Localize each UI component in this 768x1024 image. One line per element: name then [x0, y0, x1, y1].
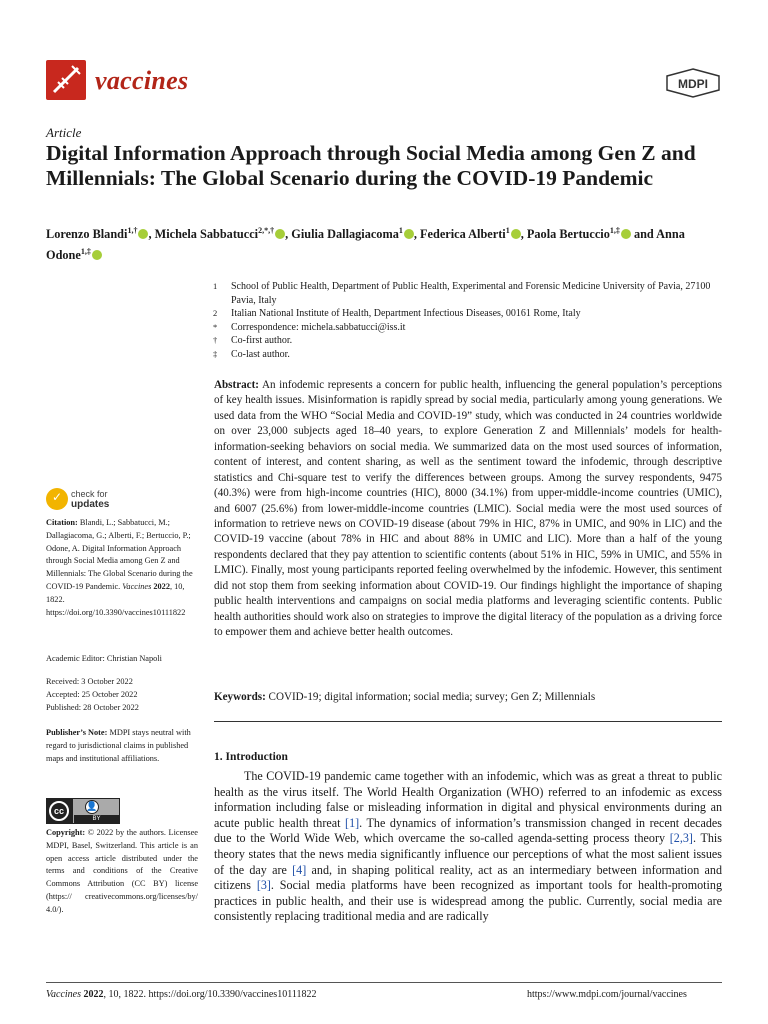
author-name[interactable]: Anna Odone — [46, 227, 685, 263]
affiliation-text: Co-first author. — [231, 335, 293, 346]
checkmark-icon: ✓ — [52, 490, 63, 504]
citation-block — [46, 517, 198, 619]
citation-link[interactable]: [1] — [345, 815, 360, 830]
author-name[interactable]: Paola Bertuccio — [526, 227, 610, 242]
author-affiliation-mark: 1 — [505, 226, 510, 235]
author-list: Lorenzo Blandi$^{1,\dagger}$ , Michela Sabbatucci$^{2,*,\dagger}$ , Giulia Dallagiacoma$^1$ , Federica Alberti$^1$ , Paola Bertuccio$^{1,\ddagger}$ and Anna Odone$^{1,\ddagger}$ — [46, 226, 685, 263]
affiliation-text: Correspondence: michela.sabbatucci@iss.it — [231, 321, 406, 333]
publisher-name: MDPI — [678, 77, 708, 91]
citation-text: Blandi, L.; Sabbatucci, M.; Dallagiacoma, G.; Alberti, F.; Bertuccio, P.; Odone, A. Digital Information Approach through Social Media among Gen Z and Millennials: The Global Scenario during the COVID-19 Pandemic. — [46, 518, 193, 591]
copyright-label: Copyright: — [46, 828, 86, 837]
academic-editor: Academic Editor: Christian Napoli — [46, 654, 162, 663]
citation-link[interactable]: [2,3] — [669, 831, 693, 846]
received-date: Received: 3 October 2022 — [46, 677, 133, 686]
section-divider — [214, 721, 722, 722]
intro-text: The COVID-19 pandemic came together with an infodemic, which was as great a threat to public health as the virus itself. The World Health Organization (WHO) referred to an infodemic as excess information including false or misleading information in digital and physical environments during an acute public health threat — [214, 769, 722, 830]
author-affiliation-mark: 1,‡ — [609, 226, 620, 235]
abstract-label: Abstract: — [214, 379, 259, 391]
attribution-person-icon: 👤 — [86, 802, 98, 812]
affiliation-mark: 1 — [213, 281, 218, 291]
copyright-notice — [46, 827, 198, 917]
intro-text: . This theory states that the news media significantly influence our perceptions of what the most salient issues of the day are — [214, 831, 722, 877]
journal-url-link[interactable]: https://www.mdpi.com/journal/vaccines — [527, 989, 687, 1000]
cc-by-label: BY — [74, 815, 119, 823]
publisher-note — [46, 727, 198, 765]
citation-label: Citation: — [46, 518, 78, 527]
author-affiliation-mark: 1 — [398, 226, 403, 235]
orcid-icon[interactable] — [275, 229, 285, 239]
keywords-label: Keywords: — [214, 691, 266, 703]
citation-journal: Vaccines — [122, 581, 152, 591]
journal-logo-icon — [46, 60, 86, 100]
affiliation-mark: ‡ — [213, 348, 218, 359]
footer-divider — [46, 982, 722, 983]
footer-year: 2022 — [81, 989, 104, 1000]
orcid-icon[interactable] — [511, 229, 521, 239]
author-name[interactable]: Federica Alberti — [420, 227, 506, 242]
intro-text: and, in shaping political reality, act as an intermediary between information and citizens — [214, 862, 722, 893]
orcid-icon[interactable] — [138, 229, 148, 239]
article-title: Digital Information Approach through Social Media among Gen Z and Millennials: The Global Scenario during the COVID-19 Pandemic — [46, 141, 696, 190]
footer-journal: Vaccines — [46, 989, 81, 1000]
affiliation-item — [213, 280, 723, 307]
author-name[interactable]: Michela Sabbatucci — [154, 227, 259, 242]
published-date: Published: 28 October 2022 — [46, 703, 139, 712]
affiliation-text: School of Public Health, Department of Public Health, Experimental and Forensic Medicine University of Pavia, 27100 Pavia, Italy — [231, 281, 711, 306]
keywords — [214, 690, 722, 705]
affiliation-item — [213, 348, 723, 362]
abstract — [214, 378, 722, 640]
affiliation-text: Italian National Institute of Health, Department Infectious Diseases, 00161 Rome, Italy — [231, 308, 581, 319]
author-name[interactable]: Lorenzo Blandi — [46, 227, 128, 242]
publisher-note-label: Publisher’s Note: — [46, 728, 108, 737]
author-affiliation-mark: 1,† — [127, 226, 138, 235]
affiliations — [213, 280, 723, 361]
cc-logo-icon: cc — [49, 801, 69, 821]
intro-paragraph — [214, 769, 722, 925]
citation-doi[interactable]: , 10, 1822. https://doi.org/10.3390/vaccines10111822 — [46, 581, 186, 617]
check-for-updates-label[interactable]: updates — [71, 499, 110, 510]
intro-text: . Social media platforms have been recognized as important tools for health-promoting practices in public health, and their use is widespread among the public. Currently, social media are consistently replacing traditional media and are radically — [214, 878, 722, 924]
footer-doi[interactable]: , 10, 1822. https://doi.org/10.3390/vaccines10111822 — [103, 989, 317, 1000]
citation-link[interactable]: [3] — [256, 878, 271, 893]
orcid-icon[interactable] — [92, 250, 102, 260]
citation-year: 2022 — [151, 581, 170, 591]
abstract-text: An infodemic represents a concern for public health, influencing the general population’s perceptions of key health issues. Misinformation is rapidly spread by social media, particularly among young generations. We used data from the WHO “Social Media and COVID-19” study, which was conducted in 24 countries worldwide on over 23,000 subjects aged 18–40 years, to explore Generation Z and Millennials’ models for health-information-seeking behaviors on social media. We summarized data on the most used sources of information, content of interest, and content sharing, as well as the sentiment toward the infodemic, through descriptive statistics and Chi-square test to verify the differences between groups. Among the survey respondents, 9475 (40.3%) were from high-income countries (HIC), 8000 (34.1%) from upper-middle-income countries (UMIC), and 6007 (25.6%) from lower-middle-income countries (LMIC). Social media were the most used sources of information to retrieve news on COVID-19 disease (about 79% in HIC, 87% in UMIC, and 90% in LIC) and the COVID-19 vaccine (about 78% in HIC and about 88% in UMIC and LIC). More than a half of the young respondents declared that they pay attention to scientific contents (about 51% in HIC, 59% in UMIC, and 55% in LMIC). Finally, most young participants reported feeling overwhelmed by the infodemic. However, this sentiment did not stop them from seeking information about COVID-19. Our findings highlight the importance of shaping public health interventions and campaigns on social media platforms and leveraging scientific contents. Public health authorities should work also on strategies to improve the digital literacy of the population as a driving force to empower them and achieve better health outcomes. — [214, 379, 722, 638]
orcid-icon[interactable] — [404, 229, 414, 239]
publisher-note-text: MDPI stays neutral with regard to jurisdictional claims in published maps and institutional affiliations. — [46, 728, 191, 763]
author-affiliation-mark: 1,‡ — [80, 247, 91, 257]
affiliation-mark: * — [213, 321, 218, 332]
check-for-updates-label[interactable]: check for — [71, 489, 108, 499]
article-type: Article — [46, 125, 82, 140]
author-affiliation-mark: 2,*,† — [258, 226, 275, 235]
intro-text: . The dynamics of information’s transmission changed in recent decades due to the World Wide Web, which overcame the so-called agenda-setting process theory — [214, 815, 722, 846]
affiliation-item — [213, 321, 723, 335]
copyright-text: © 2022 by the authors. Licensee MDPI, Basel, Switzerland. This article is an open access article distributed under the terms and conditions of the Creative Commons Attribution (CC BY) license (https:// creativecommons.org/licenses/by/ 4.0/). — [46, 828, 198, 914]
affiliation-text: Co-last author. — [231, 348, 290, 360]
journal-name: vaccines — [95, 66, 189, 95]
affiliation-mark: 2 — [213, 308, 218, 318]
author-name[interactable]: Giulia Dallagiacoma — [291, 227, 399, 242]
section-heading: 1. Introduction — [214, 751, 288, 763]
orcid-icon[interactable] — [621, 229, 631, 239]
accepted-date: Accepted: 25 October 2022 — [46, 690, 138, 699]
footer-citation — [46, 989, 316, 1000]
affiliation-mark: † — [213, 335, 218, 345]
affiliation-item — [213, 307, 723, 321]
citation-link[interactable]: [4] — [292, 862, 307, 877]
mdpi-logo-icon — [664, 68, 722, 98]
affiliation-item — [213, 334, 723, 348]
keywords-text: COVID-19; digital information; social media; survey; Gen Z; Millennials — [268, 691, 596, 703]
